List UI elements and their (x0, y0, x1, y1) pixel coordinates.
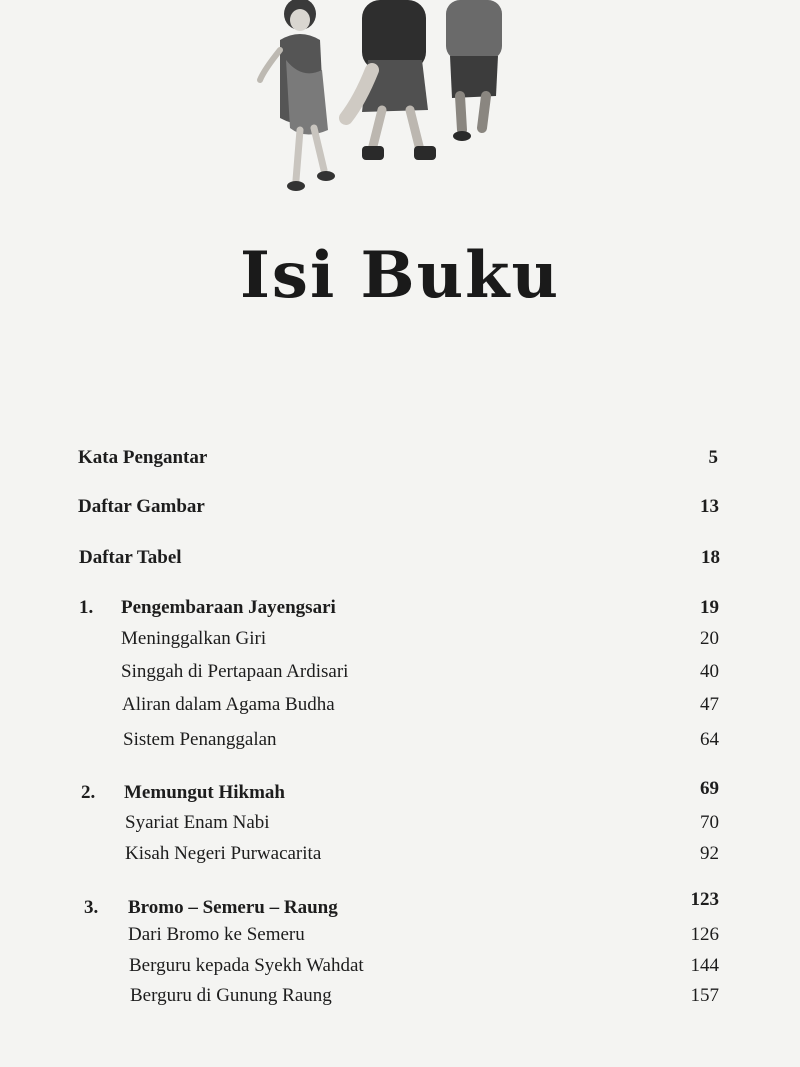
toc-section[interactable] (125, 812, 719, 842)
toc-section[interactable] (121, 628, 719, 658)
section-page: 64 (700, 729, 719, 750)
section-title: Singgah di Pertapaan Ardisari (121, 661, 349, 682)
entry-page: 5 (708, 447, 718, 468)
section-title: Aliran dalam Agama Budha (122, 694, 335, 715)
section-page: 47 (700, 694, 719, 715)
entry-page: 13 (700, 496, 719, 517)
section-page: 144 (690, 955, 719, 976)
section-title: Kisah Negeri Purwacarita (125, 843, 322, 864)
section-page: 20 (700, 628, 719, 649)
chapter-title: Pengembaraan Jayengsari (121, 597, 336, 618)
chapter-page: 69 (700, 778, 719, 799)
toc-section[interactable] (125, 843, 719, 873)
chapter-title: Memungut Hikmah (124, 782, 285, 803)
section-title: Syariat Enam Nabi (125, 812, 270, 833)
toc-section[interactable] (130, 985, 719, 1015)
chapter-number: 2. (81, 782, 96, 803)
toc-section[interactable] (129, 955, 719, 985)
toc-section[interactable] (121, 661, 719, 691)
section-page: 92 (700, 843, 719, 864)
chapter-number: 3. (84, 897, 99, 918)
entry-page: 18 (701, 547, 720, 568)
section-title: Dari Bromo ke Semeru (128, 924, 305, 945)
section-page: 70 (700, 812, 719, 833)
section-title: Berguru kepada Syekh Wahdat (129, 955, 364, 976)
section-page: 126 (690, 924, 719, 945)
toc-section[interactable] (123, 729, 719, 759)
entry-title: Daftar Tabel (79, 547, 182, 568)
section-title: Sistem Penanggalan (123, 729, 277, 750)
toc-chapter-1[interactable] (121, 597, 719, 627)
chapter-title: Bromo – Semeru – Raung (128, 897, 338, 918)
section-title: Berguru di Gunung Raung (130, 985, 332, 1006)
section-page: 40 (700, 661, 719, 682)
entry-title: Kata Pengantar (78, 447, 208, 468)
section-page: 157 (690, 985, 719, 1006)
toc-chapter-3[interactable] (128, 889, 719, 919)
toc-section[interactable] (122, 694, 719, 724)
toc-section[interactable] (128, 924, 719, 954)
section-title: Meninggalkan Giri (121, 628, 267, 649)
chapter-page: 19 (700, 597, 719, 618)
chapter-page: 123 (690, 889, 719, 910)
toc-entry-daftar-gambar[interactable] (78, 496, 719, 526)
page-title: Isi Buku (239, 238, 561, 313)
toc-chapter-2[interactable] (124, 778, 719, 808)
toc-entry-kata-pengantar[interactable] (78, 447, 718, 477)
chapter-number: 1. (79, 597, 94, 618)
entry-title: Daftar Gambar (78, 496, 205, 517)
toc-entry-daftar-tabel[interactable] (79, 547, 720, 577)
